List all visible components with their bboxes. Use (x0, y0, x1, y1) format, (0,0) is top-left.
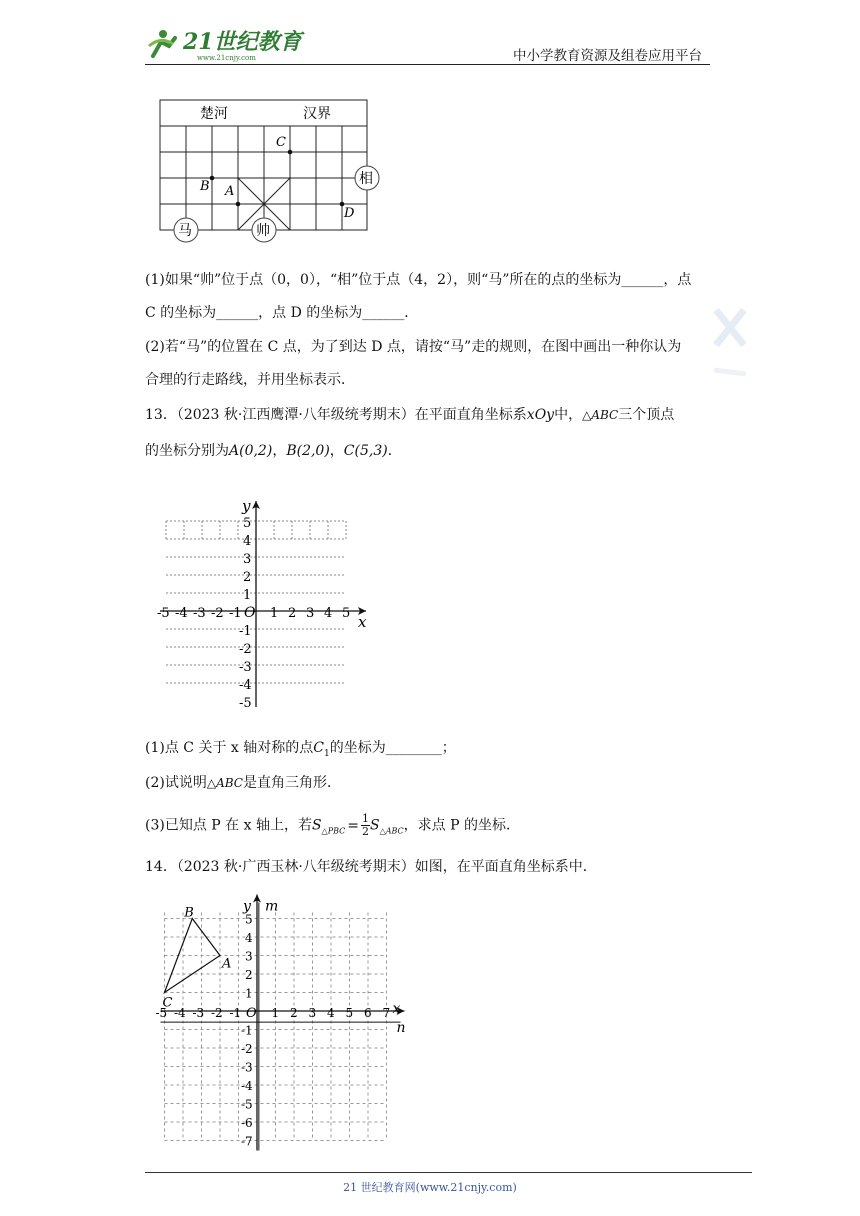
y-tick-label: -7 (241, 1134, 253, 1149)
y-tick-label: 2 (245, 968, 253, 982)
river-right-label: 汉界 (303, 106, 331, 122)
y-tick-label: 1 (243, 588, 252, 603)
x-axis-label: x (392, 1001, 401, 1017)
q13-fraction (361, 813, 370, 838)
y-tick-label: 5 (245, 912, 253, 927)
q13-line1-text2: 中， (554, 407, 583, 423)
q12-part2-line2: 合理的行走路线，并用坐标表示． (145, 372, 355, 388)
y-tick-label: -1 (241, 1023, 253, 1038)
n-line-label: n (396, 1020, 406, 1037)
q13-part1-text2: 的坐标为________； (329, 740, 456, 756)
q13-line1-text3: 三个顶点 (618, 407, 675, 423)
x-tick-label: -3 (192, 1006, 205, 1020)
y-tick-label: -4 (239, 678, 252, 693)
y-axis-label: y (243, 898, 251, 915)
q14-line1: 14．（2023 秋·广西玉林·八年级统考期末）如图，在平面直角坐标系中． (145, 859, 597, 875)
x-tick-label: 3 (308, 1006, 317, 1020)
point-a-label: A (222, 956, 232, 972)
y-tick-label: -4 (241, 1079, 253, 1093)
chess-board-figure (150, 95, 390, 250)
q13-area-s2: S (369, 817, 380, 834)
q12-part1-line2: C 的坐标为______，点 D 的坐标为______． (145, 305, 419, 321)
x-tick-label: 4 (327, 1006, 335, 1020)
q12-part2-line1: (2)若“马”的位置在 C 点，为了到达 D 点，请按“马”走的规则，在图中画出一种你认为 (145, 339, 682, 355)
q13-part2-triangle: △ABC (206, 776, 243, 790)
q13-area-s1: S (311, 817, 322, 834)
q13-part2 (145, 773, 341, 793)
q13-area-sub1: △PBC (321, 826, 346, 836)
q13-line1 (145, 405, 674, 425)
q12-part1-line1: (1)如果“帅”位于点（0，0），“相”位于点（4，2），则“马”所在的点的坐标为______，点 (145, 272, 692, 288)
y-tick-label: -3 (239, 660, 252, 675)
y-tick-label: 4 (245, 931, 253, 945)
m-line-label: m (265, 898, 279, 915)
point-a-dot (236, 202, 241, 207)
x-tick-label: -2 (211, 606, 224, 621)
y-tick-label: -1 (239, 624, 252, 639)
q13-equals: = (347, 817, 359, 834)
y-tick-label: 2 (243, 570, 252, 585)
q13-line1-text: 13．（2023 秋·江西鹰潭·八年级统考期末）在平面直角坐标系 (145, 407, 527, 423)
x-tick-label: -1 (229, 606, 242, 621)
q13-part1 (145, 738, 456, 764)
x-tick-label: 7 (382, 1006, 391, 1020)
x-tick-label: 3 (306, 606, 315, 621)
x-tick-label: 6 (364, 1006, 372, 1020)
q13-c1-sub: 1 (323, 748, 330, 759)
y-tick-label: -2 (241, 1042, 253, 1056)
x-tick-label: -5 (157, 606, 170, 621)
point-c-label: C (276, 135, 286, 150)
q13-line2 (145, 441, 402, 461)
q13-part1-text: (1)点 C 关于 x 轴对称的点 (145, 740, 314, 756)
x-tick-label: 4 (324, 606, 333, 621)
q13-plane-name: xOy (526, 407, 555, 423)
q13-part3-text2: ，求点 P 的坐标． (403, 817, 520, 834)
y-tick-label: 5 (243, 516, 252, 531)
x-tick-label: -2 (211, 1006, 223, 1020)
q13-part2-text: (2)试说明 (145, 775, 207, 791)
q13-fraction-den: 2 (361, 825, 369, 838)
minister-piece-label: 相 (359, 171, 373, 187)
x-tick-label: 1 (270, 606, 279, 621)
y-axis-label: y (242, 497, 251, 515)
q13-part3-text: (3)已知点 P 在 x 轴上，若 (145, 817, 312, 834)
point-c-label: C (162, 995, 173, 1011)
horse-piece-label: 马 (178, 223, 192, 239)
point-a-label: A (225, 184, 235, 199)
x-tick-label: -1 (229, 1006, 242, 1020)
sep: ， (329, 443, 344, 459)
q13-c1-label: C (313, 740, 324, 756)
watermark-mark (710, 300, 750, 390)
x-axis-label: x (358, 613, 367, 631)
marshal-piece-label: 帅 (256, 223, 270, 239)
origin-label: O (246, 1006, 257, 1021)
point-d-label: D (344, 206, 355, 221)
page-header (145, 22, 710, 65)
x-tick-label: -4 (175, 606, 188, 621)
logo-subtext: www.21cnjy.com (197, 54, 256, 62)
y-tick-label: -5 (241, 1097, 253, 1112)
site-logo (145, 22, 325, 64)
y-tick-label: 1 (245, 986, 253, 1001)
q13-coordinate-grid (140, 484, 380, 714)
y-tick-label: 3 (245, 949, 253, 964)
q13-line2-text: 的坐标分别为 (145, 443, 229, 459)
footer-text: 21 世纪教育网(www.21cnjy.com) (343, 1181, 517, 1194)
q13-area-sub2: △ABC (379, 826, 404, 836)
y-tick-label: -6 (241, 1116, 253, 1130)
q13-triangle: △ABC (582, 408, 619, 422)
q13-fraction-num: 1 (361, 812, 369, 825)
x-tick-label: -5 (155, 1006, 168, 1020)
q13-part2-text2: 是直角三角形． (242, 775, 341, 791)
point-b-dot (210, 176, 215, 181)
point-b-label: B (200, 179, 210, 194)
q13-coord-a: A(0,2) (229, 443, 273, 459)
x-tick-label: 5 (345, 1006, 354, 1020)
point-b-label: B (184, 905, 194, 921)
x-tick-label: 2 (288, 606, 297, 621)
q13-coord-c: C(5,3) (343, 443, 388, 459)
q14-coordinate-grid (140, 890, 406, 1149)
header-right-text: 中小学教育资源及组卷应用平台 (513, 48, 702, 64)
x-tick-label: 1 (271, 1006, 280, 1020)
footer-divider (145, 1172, 752, 1173)
x-tick-label: 5 (342, 606, 351, 621)
x-tick-label: 2 (290, 1006, 298, 1020)
end-mark: ． (387, 443, 402, 459)
x-tick-label: -3 (193, 606, 206, 621)
point-c-dot (288, 150, 293, 155)
q13-coord-b: B(2,0) (286, 443, 330, 459)
y-tick-label: -3 (241, 1060, 253, 1075)
sep: ， (272, 443, 287, 459)
y-tick-label: -5 (239, 696, 252, 711)
origin-label: O (244, 605, 256, 621)
y-tick-label: 3 (243, 552, 252, 567)
logo-text: 21世纪教育 (183, 29, 302, 55)
q13-part3 (145, 813, 520, 841)
y-tick-label: -2 (239, 642, 252, 657)
y-tick-label: 4 (243, 534, 252, 549)
x-tick-label: -4 (174, 1006, 186, 1020)
river-left-label: 楚河 (200, 106, 228, 122)
